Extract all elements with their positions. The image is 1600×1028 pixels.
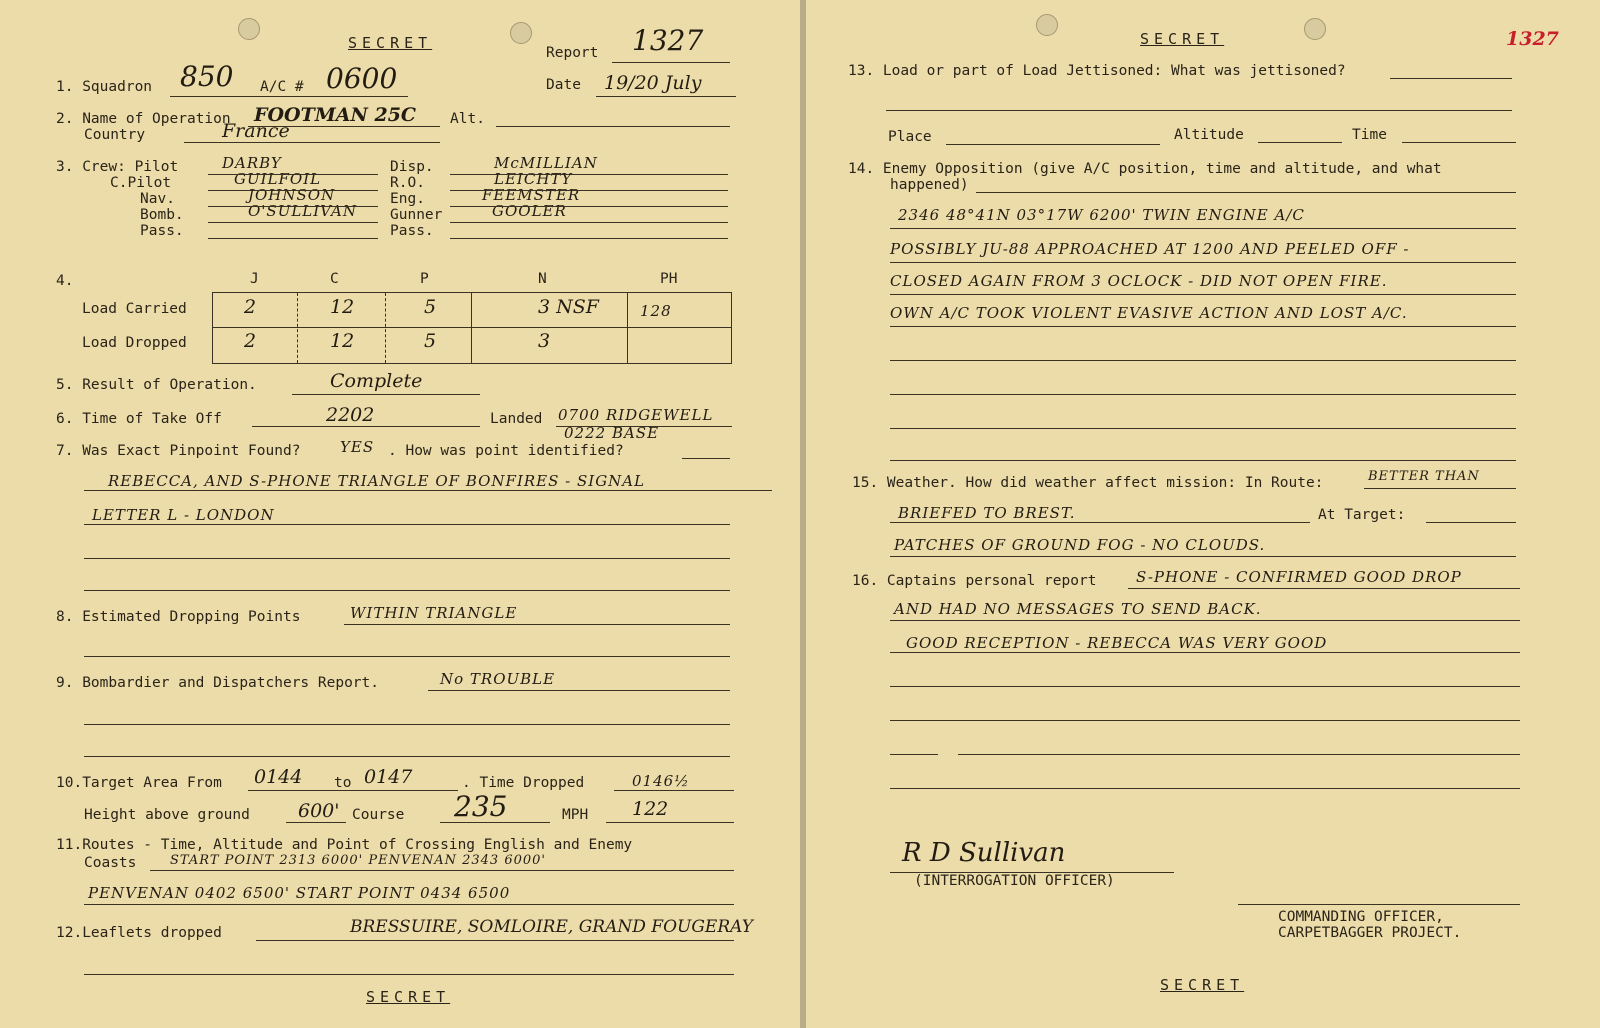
carried-p: 5: [424, 296, 437, 318]
date-value: 19/20 July: [604, 72, 702, 94]
nav-value: JOHNSON: [248, 186, 336, 204]
eng-value: FEEMSTER: [482, 186, 581, 204]
underline: [890, 294, 1516, 295]
underline: [890, 754, 938, 755]
pinpoint-value: YES: [340, 438, 375, 456]
takeoff-label: 6. Time of Take Off: [56, 411, 222, 427]
secret-header: SECRET: [1140, 30, 1225, 48]
captain-line-1: S-PHONE - CONFIRMED GOOD DROP: [1136, 568, 1462, 586]
ac-value: 0600: [326, 62, 398, 95]
signature: R D Sullivan: [902, 838, 1066, 868]
time-dropped-label: . Time Dropped: [462, 775, 585, 791]
enemy-label-2: happened): [890, 177, 969, 193]
disp-label: Disp.: [390, 159, 434, 175]
underline: [84, 490, 772, 491]
load-col-j: J: [250, 271, 259, 287]
takeoff-value: 2202: [326, 404, 375, 426]
underline: [958, 754, 1520, 755]
gunner-value: GOOLER: [492, 202, 567, 220]
underline: [890, 326, 1516, 327]
secret-footer: SECRET: [1160, 976, 1245, 994]
underline: [1390, 78, 1512, 79]
bomb-label: Bomb.: [140, 207, 184, 223]
carried-c: 12: [330, 296, 355, 318]
enemy-line-4: OWN A/C TOOK VIOLENT EVASIVE ACTION AND LOST A/C.: [890, 304, 1408, 322]
height-value: 600': [298, 800, 340, 822]
pinpoint-text-1: REBECCA, AND S-PHONE TRIANGLE OF BONFIRES - SIGNAL: [108, 472, 646, 490]
routes-value-1: START POINT 2313 6000' PENVENAN 2343 6000': [170, 853, 546, 868]
weather-label: 15. Weather. How did weather affect mission: In Route:: [852, 475, 1324, 491]
underline: [946, 144, 1160, 145]
result-value: Complete: [330, 370, 423, 392]
routes-value-2: PENVENAN 0402 6500' START POINT 0434 6500: [88, 884, 511, 902]
mph-label: MPH: [562, 807, 589, 823]
underline: [252, 426, 480, 427]
landed-value: 0700 RIDGEWELL: [558, 406, 714, 424]
pass2-label: Pass.: [390, 223, 434, 239]
underline: [890, 652, 1520, 653]
commanding-officer-label: COMMANDING OFFICER,: [1278, 909, 1444, 925]
course-value: 235: [454, 790, 508, 823]
underline: [428, 690, 730, 691]
gunner-label: Gunner: [390, 207, 443, 223]
right-form-page: [806, 0, 1600, 1028]
underline: [84, 974, 734, 975]
target-from: 0144: [254, 766, 303, 788]
underline: [1238, 904, 1520, 905]
underline: [1426, 522, 1516, 523]
routes-label: 11.Routes - Time, Altitude and Point of Crossing English and Enemy: [56, 837, 633, 853]
underline: [84, 724, 730, 725]
jettison-label: 13. Load or part of Load Jettisoned: What was jettisoned?: [848, 63, 1346, 79]
underline: [890, 394, 1516, 395]
underline: [496, 126, 730, 127]
weather-target: PATCHES OF GROUND FOG - NO CLOUDS.: [894, 536, 1266, 554]
pinpoint-label: 7. Was Exact Pinpoint Found?: [56, 443, 301, 459]
dropped-j: 2: [244, 330, 257, 352]
bomb-value: O'SULLIVAN: [248, 202, 357, 220]
time-dropped-value: 0146½: [632, 772, 690, 790]
load-col-p: P: [420, 271, 429, 287]
underline: [84, 904, 734, 905]
underline: [84, 590, 730, 591]
underline: [596, 96, 736, 97]
underline: [450, 222, 728, 223]
underline: [150, 870, 734, 871]
underline: [450, 190, 728, 191]
underline: [1128, 588, 1520, 589]
disp-value: McMILLIAN: [494, 154, 598, 172]
date-label: Date: [546, 77, 581, 93]
underline: [612, 62, 730, 63]
secret-footer: SECRET: [366, 988, 451, 1006]
underline: [208, 206, 378, 207]
mph-value: 122: [632, 798, 669, 820]
underline: [450, 174, 728, 175]
underline: [890, 460, 1516, 461]
captain-line-2: AND HAD NO MESSAGES TO SEND BACK.: [894, 600, 1262, 618]
underline: [1258, 142, 1342, 143]
underline: [556, 426, 732, 427]
underline: [1402, 142, 1516, 143]
ro-value: LEICHTY: [494, 170, 573, 188]
enemy-line-3: CLOSED AGAIN FROM 3 OCLOCK - DID NOT OPEN FIRE.: [890, 272, 1388, 290]
pinpoint-text-2: LETTER L - LONDON: [92, 506, 275, 524]
underline: [208, 238, 378, 239]
ac-label: A/C #: [260, 79, 304, 95]
interrogation-officer-label: (INTERROGATION OFFICER): [914, 873, 1115, 889]
underline: [890, 788, 1520, 789]
underline: [208, 190, 378, 191]
load-col-n: N: [538, 271, 547, 287]
result-label: 5. Result of Operation.: [56, 377, 257, 393]
landed-label: Landed: [490, 411, 543, 427]
coasts-label: Coasts: [84, 855, 137, 871]
underline: [292, 394, 480, 395]
to-label: to: [334, 775, 352, 791]
dropped-p: 5: [424, 330, 437, 352]
enemy-label: 14. Enemy Opposition (give A/C position, time and altitude, and what: [848, 161, 1442, 177]
underline: [184, 142, 440, 143]
dropped-n: 3: [538, 330, 551, 352]
punch-hole: [510, 22, 532, 44]
pilot-value: DARBY: [222, 154, 282, 172]
underline: [84, 558, 730, 559]
punch-hole: [238, 18, 260, 40]
dropped-c: 12: [330, 330, 355, 352]
leaflets-label: 12.Leaflets dropped: [56, 925, 222, 941]
underline: [84, 756, 730, 757]
underline: [890, 686, 1520, 687]
enemy-line-2: POSSIBLY JU-88 APPROACHED AT 1200 AND PEELED OFF -: [890, 240, 1410, 258]
load-carried-label: Load Carried: [82, 301, 187, 317]
carpetbagger-label: CARPETBAGGER PROJECT.: [1278, 925, 1462, 941]
carried-j: 2: [244, 296, 257, 318]
nav-label: Nav.: [140, 191, 175, 207]
target-to: 0147: [364, 766, 413, 788]
underline: [890, 522, 1310, 523]
underline: [208, 222, 378, 223]
copilot-value: GUILFOIL: [234, 170, 322, 188]
underline: [286, 822, 346, 823]
underline: [890, 556, 1516, 557]
captain-label: 16. Captains personal report: [852, 573, 1097, 589]
underline: [440, 822, 550, 823]
carried-ph: 128: [640, 302, 672, 320]
underline: [256, 940, 734, 941]
country-value: France: [222, 120, 290, 142]
underline: [890, 620, 1520, 621]
copilot-label: C.Pilot: [110, 175, 172, 191]
underline: [614, 790, 734, 791]
underline: [606, 822, 734, 823]
report-number: 1327: [632, 24, 704, 57]
squadron-value: 850: [180, 60, 234, 93]
secret-header: SECRET: [348, 34, 433, 52]
underline: [886, 110, 1512, 111]
underline: [344, 624, 730, 625]
carried-n: 3 NSF: [538, 296, 599, 318]
estimated-value: WITHIN TRIANGLE: [350, 604, 518, 622]
report-label: Report: [546, 45, 599, 61]
underline: [890, 360, 1516, 361]
underline: [682, 458, 730, 459]
weather-route: BETTER THAN: [1368, 469, 1480, 484]
captain-line-3: GOOD RECEPTION - REBECCA WAS VERY GOOD: [906, 634, 1328, 652]
underline: [170, 96, 408, 97]
punch-hole: [1036, 14, 1058, 36]
enemy-line-1: 2346 48°41N 03°17W 6200' TWIN ENGINE A/C: [898, 206, 1305, 224]
operation-label: 2. Name of Operation: [56, 111, 231, 127]
punch-hole: [1304, 18, 1326, 40]
operation-value: FOOTMAN 25C: [254, 104, 417, 126]
altitude-label: Altitude: [1174, 127, 1244, 143]
identified-label: . How was point identified?: [388, 443, 624, 459]
leaflets-value: BRESSUIRE, SOMLOIRE, GRAND FOUGERAY: [350, 917, 753, 937]
estimated-label: 8. Estimated Dropping Points: [56, 609, 301, 625]
underline: [84, 524, 730, 525]
target-label: 10.Target Area From: [56, 775, 222, 791]
load-col-c: C: [330, 271, 339, 287]
weather-route-2: BRIEFED TO BREST.: [898, 504, 1076, 522]
underline: [248, 790, 458, 791]
place-label: Place: [888, 129, 932, 145]
underline: [208, 174, 378, 175]
red-report-number: 1327: [1506, 28, 1559, 50]
underline: [1364, 488, 1516, 489]
bombardier-value: No TROUBLE: [440, 670, 556, 688]
pass-label: Pass.: [140, 223, 184, 239]
ro-label: R.O.: [390, 175, 425, 191]
load-col-ph: PH: [660, 271, 678, 287]
crew-pilot-label: 3. Crew: Pilot: [56, 159, 179, 175]
underline: [450, 206, 728, 207]
underline: [976, 192, 1516, 193]
load-dropped-label: Load Dropped: [82, 335, 187, 351]
squadron-label: 1. Squadron: [56, 79, 153, 95]
height-label: Height above ground: [84, 807, 250, 823]
bombardier-label: 9. Bombardier and Dispatchers Report.: [56, 675, 380, 691]
eng-label: Eng.: [390, 191, 425, 207]
underline: [84, 656, 730, 657]
underline: [890, 428, 1516, 429]
country-label: Country: [84, 127, 146, 143]
landed-base: 0222 BASE: [564, 424, 660, 442]
underline: [450, 238, 728, 239]
time-label: Time: [1352, 127, 1387, 143]
alt-label: Alt.: [450, 111, 485, 127]
at-target-label: At Target:: [1318, 507, 1406, 523]
course-label: Course: [352, 807, 405, 823]
underline: [890, 720, 1520, 721]
underline: [890, 228, 1516, 229]
underline: [890, 262, 1516, 263]
load-item-number: 4.: [56, 273, 74, 289]
